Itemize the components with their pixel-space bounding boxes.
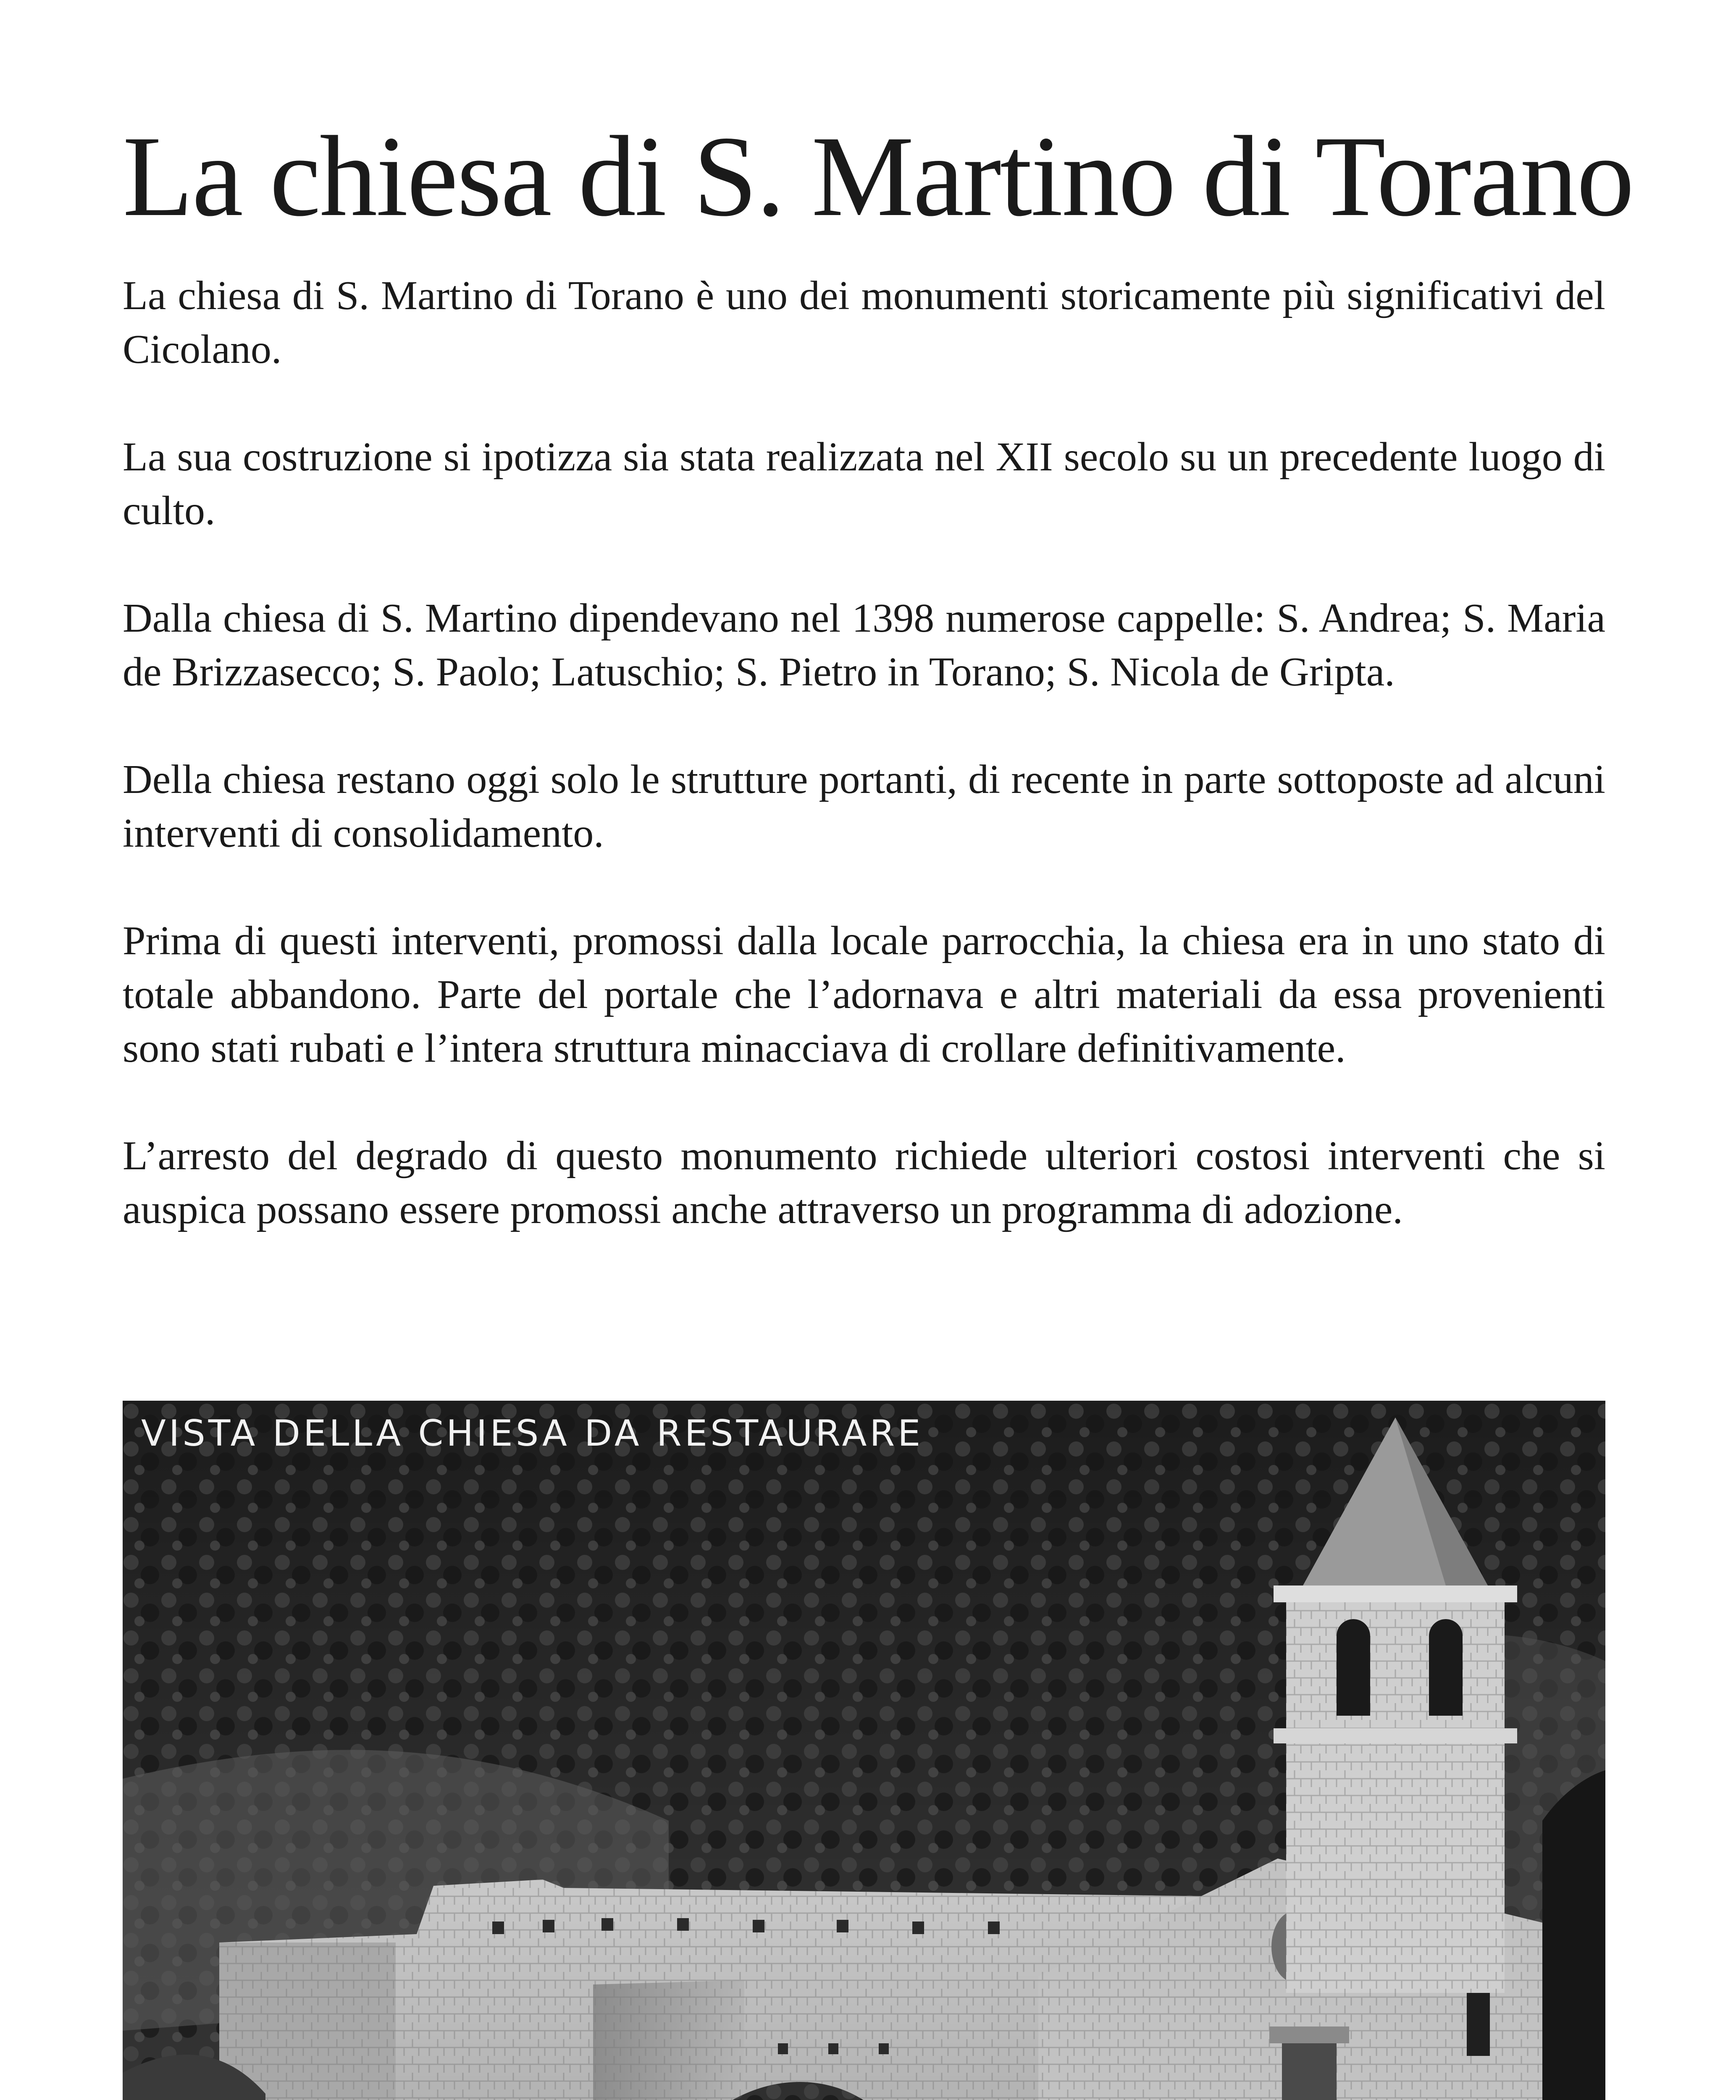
paragraph-5: Prima di questi interventi, promossi dalla locale parrocchia, la chiesa era in uno stato di totale abbandono. Parte del portale che l’adornava e altri materiali da essa provenienti sono stati rubati e l’intera struttura minacciava di crollare definitivamente. <box>123 918 1605 1071</box>
paragraph-1: La chiesa di S. Martino di Torano è uno dei monumenti storicamente più significativi del Cicolano. <box>123 273 1605 372</box>
church-photo-image <box>123 1401 1605 2100</box>
body-text <box>123 269 1605 1290</box>
paragraph-6: L’arresto del degrado di questo monumento richiede ulteriori costosi interventi che si auspica possano essere promossi anche attraverso un programma di adozione. <box>123 1133 1605 1232</box>
photo-caption: VISTA DELLA CHIESA DA RESTAURARE <box>141 1412 924 1454</box>
church-photo <box>123 1401 1605 2100</box>
paragraph-3: Dalla chiesa di S. Martino dipendevano nel 1398 numerose cappelle: S. Andrea; S. Maria de Brizzasecco; S. Paolo; Latuschio; S. Pietro in Torano; S. Nicola de Gripta. <box>123 596 1605 695</box>
paragraph-4: Della chiesa restano oggi solo le strutture portanti, di recente in parte sottoposte ad alcuni interventi di consolidamento. <box>123 757 1605 856</box>
page-title: La chiesa di S. Martino di Torano <box>123 113 1634 240</box>
paragraph-2: La sua costruzione si ipotizza sia stata realizzata nel XII secolo su un precedente luogo di culto. <box>123 434 1605 533</box>
